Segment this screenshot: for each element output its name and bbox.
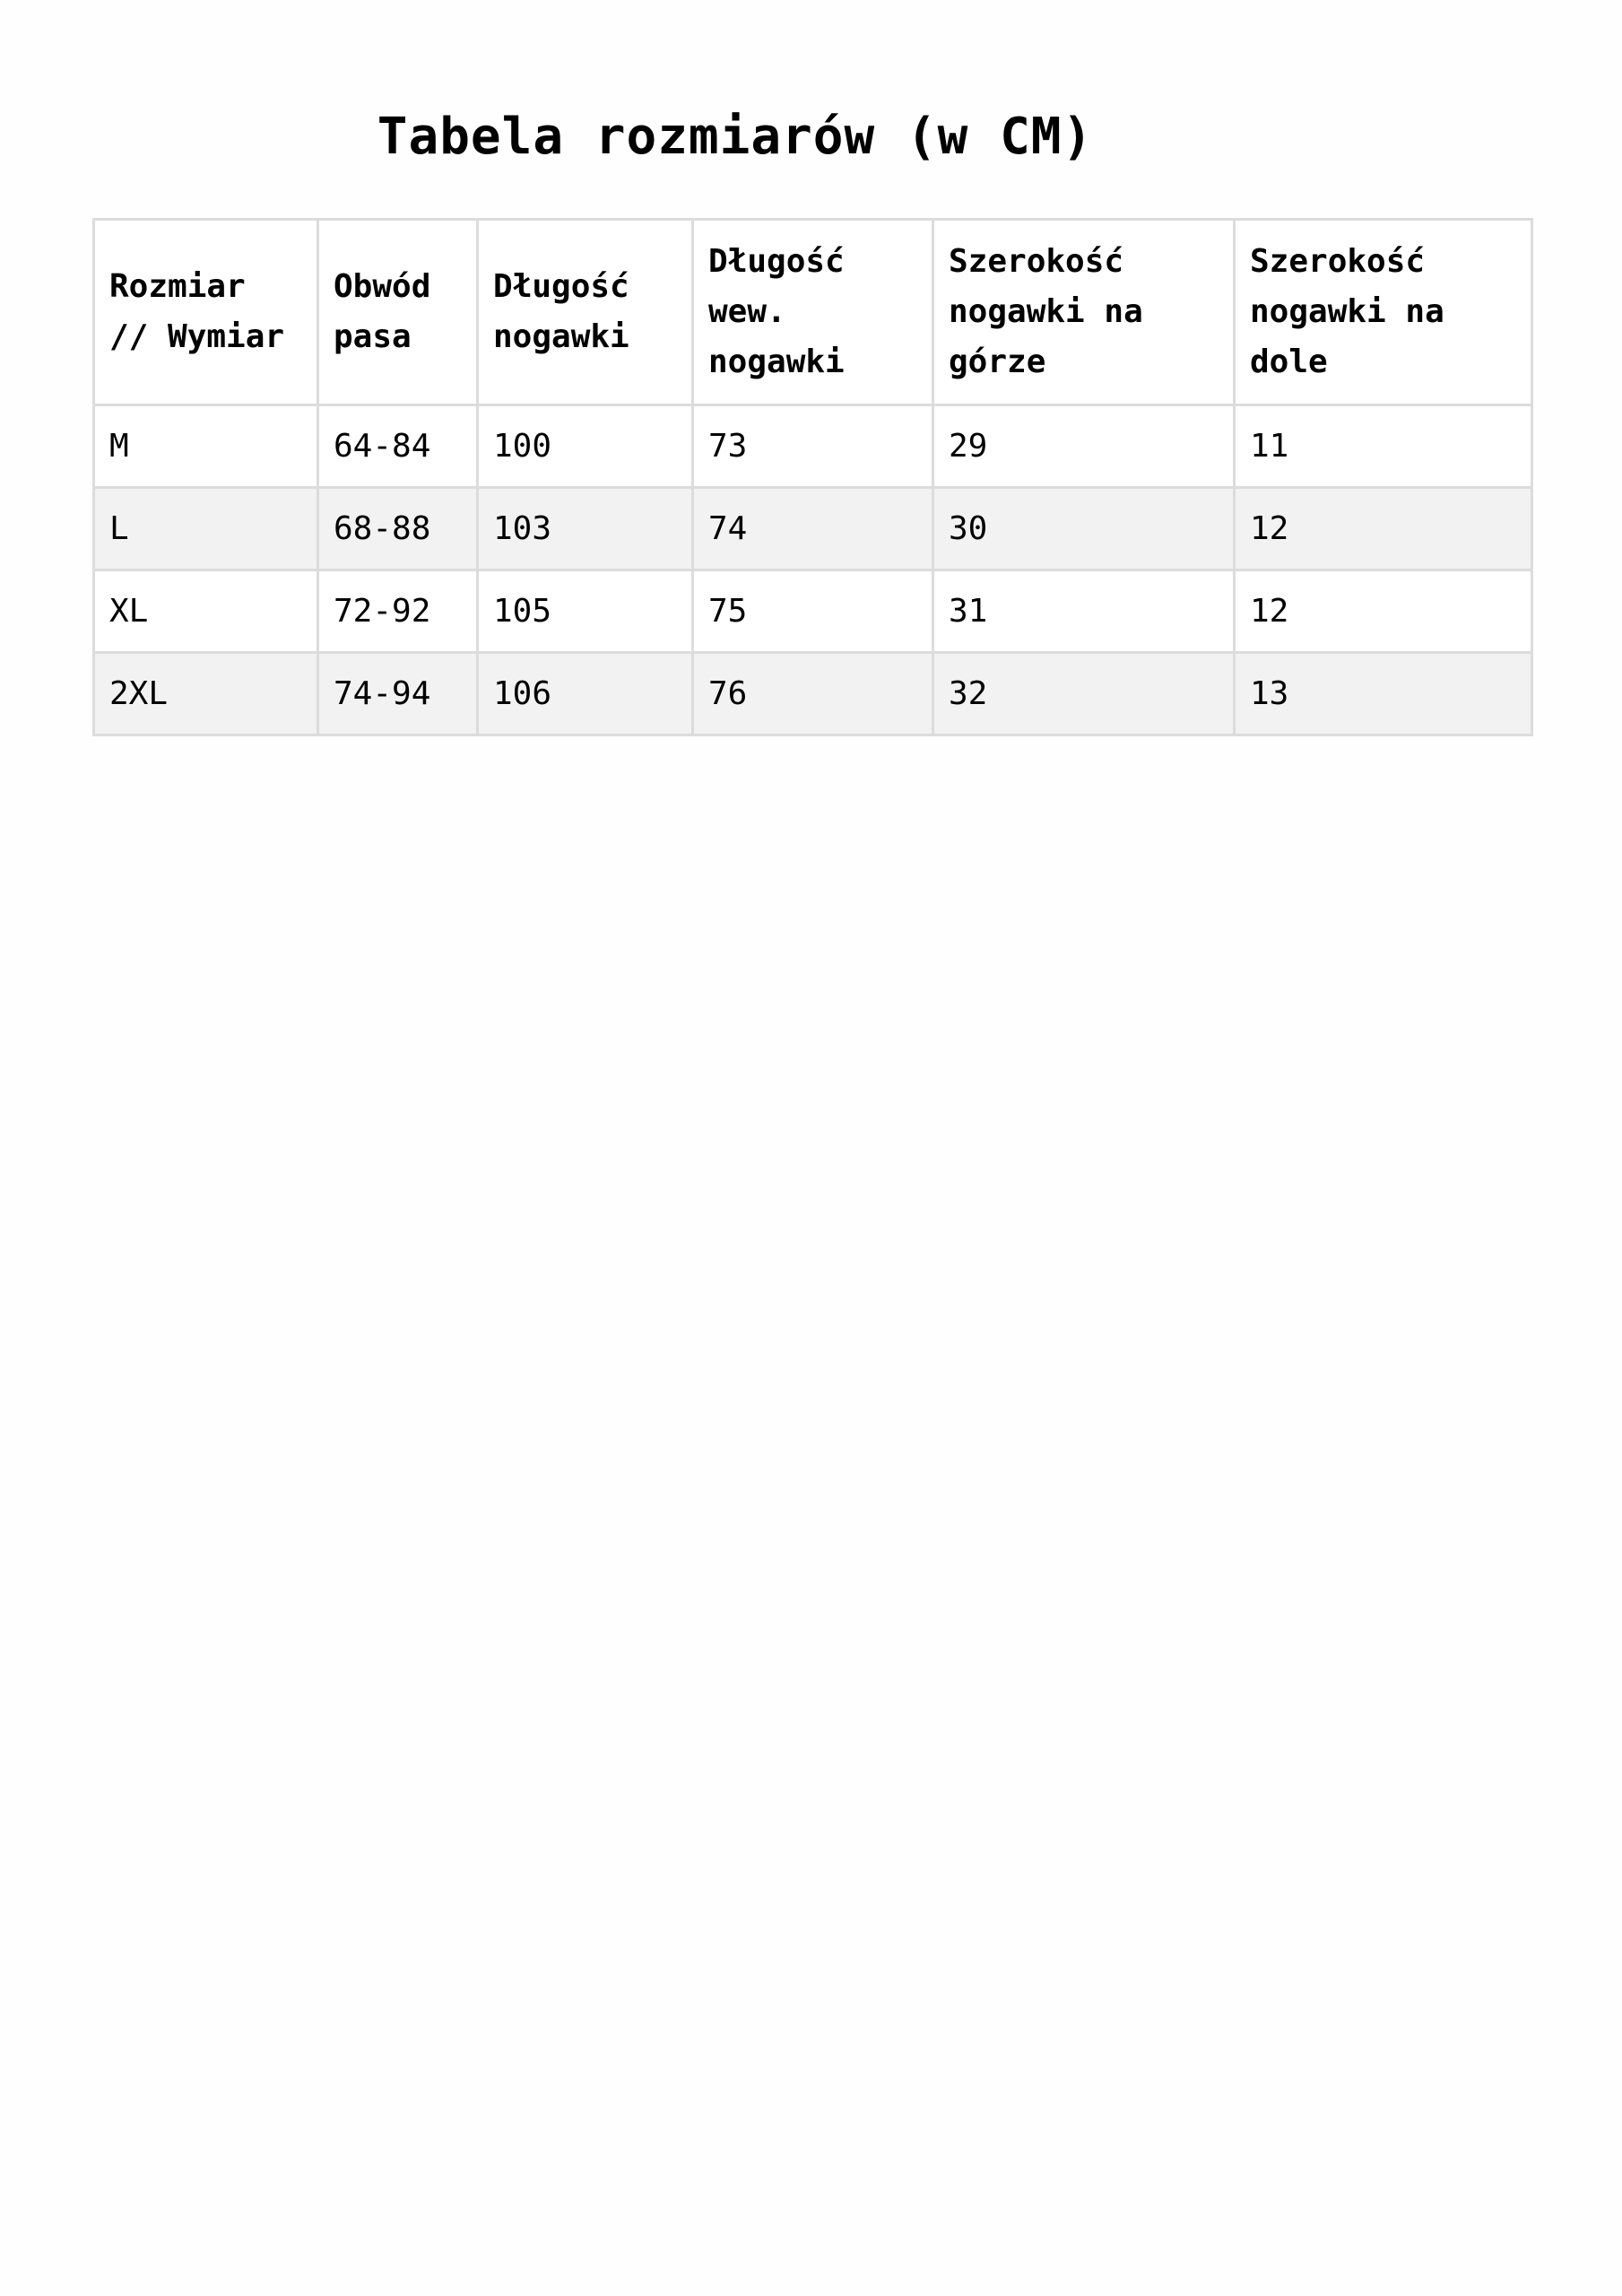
- table-row: [94, 405, 1532, 488]
- header-inseam: Długość wew. nogawki: [693, 220, 933, 405]
- cell-inseam: 75: [693, 570, 933, 653]
- cell-leg-width-top: 32: [933, 653, 1235, 735]
- size-table-container: [92, 218, 1531, 736]
- header-leg-width-top: Szerokość nogawki na górze: [933, 220, 1235, 405]
- cell-leg-length: 105: [478, 570, 693, 653]
- page-title: Tabela rozmiarów (w CM): [377, 108, 1094, 166]
- table-row: [94, 653, 1532, 735]
- table-header-row: [94, 220, 1532, 405]
- table-row: [94, 570, 1532, 653]
- cell-leg-width-bottom: 11: [1235, 405, 1532, 488]
- cell-inseam: 73: [693, 405, 933, 488]
- cell-leg-length: 106: [478, 653, 693, 735]
- size-table: [92, 218, 1533, 736]
- cell-waist: 64-84: [318, 405, 478, 488]
- cell-leg-length: 103: [478, 488, 693, 570]
- header-leg-width-bottom: Szerokość nogawki na dole: [1235, 220, 1532, 405]
- cell-inseam: 74: [693, 488, 933, 570]
- cell-leg-width-top: 29: [933, 405, 1235, 488]
- header-leg-length: Długość nogawki: [478, 220, 693, 405]
- cell-leg-width-top: 31: [933, 570, 1235, 653]
- table-row: [94, 488, 1532, 570]
- cell-size: L: [94, 488, 318, 570]
- cell-leg-width-top: 30: [933, 488, 1235, 570]
- cell-size: XL: [94, 570, 318, 653]
- cell-waist: 68-88: [318, 488, 478, 570]
- header-waist: Obwód pasa: [318, 220, 478, 405]
- cell-waist: 72-92: [318, 570, 478, 653]
- header-size: Rozmiar // Wymiar: [94, 220, 318, 405]
- cell-leg-width-bottom: 13: [1235, 653, 1532, 735]
- cell-leg-length: 100: [478, 405, 693, 488]
- cell-leg-width-bottom: 12: [1235, 488, 1532, 570]
- cell-leg-width-bottom: 12: [1235, 570, 1532, 653]
- cell-inseam: 76: [693, 653, 933, 735]
- cell-size: M: [94, 405, 318, 488]
- cell-size: 2XL: [94, 653, 318, 735]
- cell-waist: 74-94: [318, 653, 478, 735]
